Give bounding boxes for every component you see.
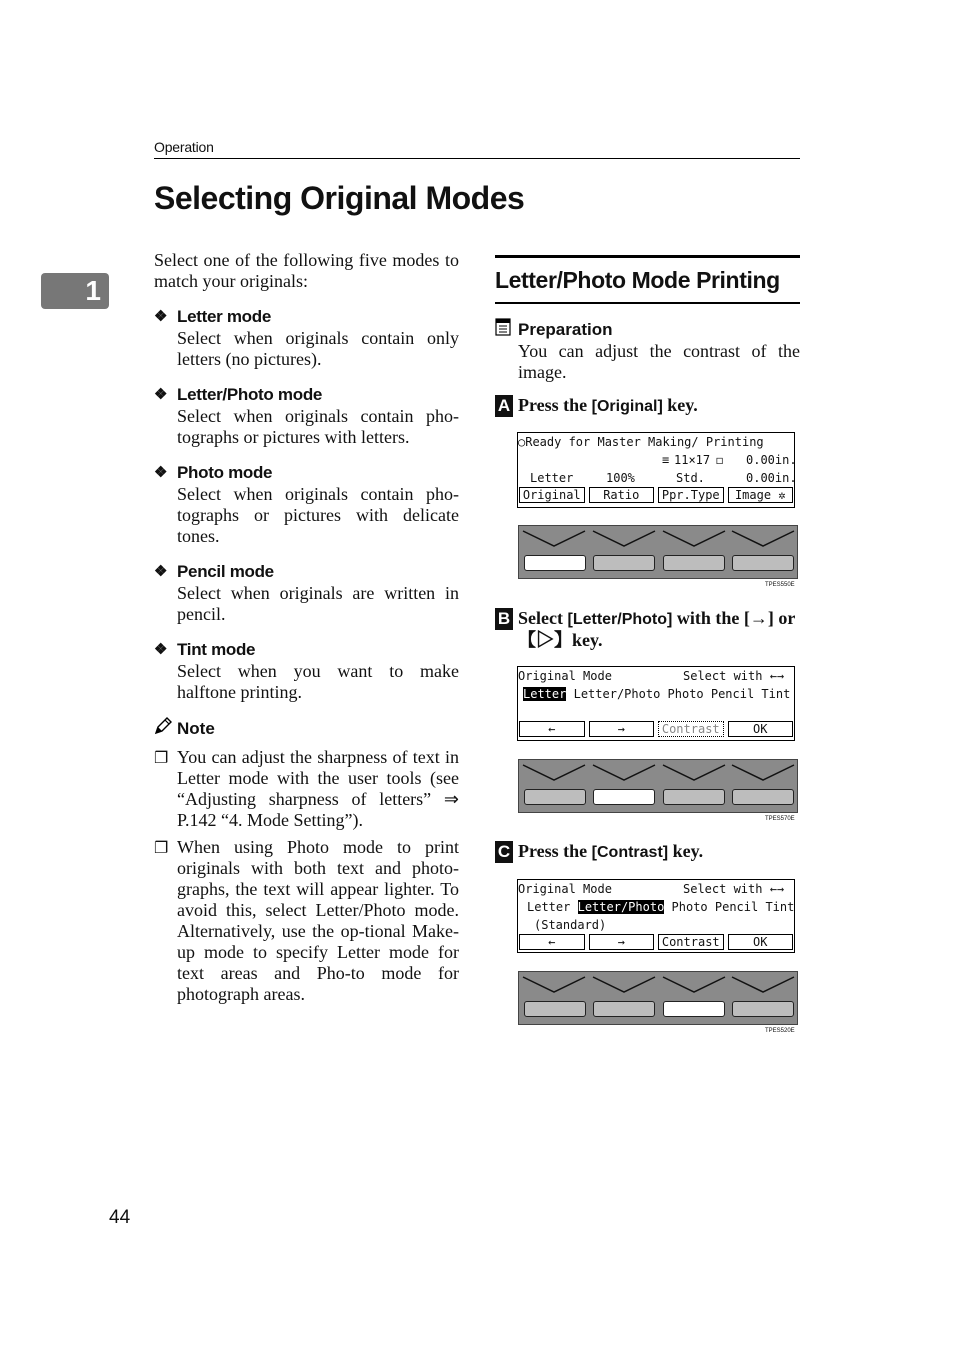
step-2 (495, 608, 800, 651)
selected-option[interactable]: Letter (523, 687, 567, 701)
selected-option[interactable]: Letter/Photo (577, 900, 665, 914)
mode-title: Tint mode (177, 640, 256, 659)
mode-title: Pencil mode (177, 562, 274, 581)
lcd-sub-row: (Standard) (534, 918, 607, 932)
softkey-paper-type[interactable]: Ppr.Type (658, 487, 724, 503)
softkey-ratio[interactable]: Ratio (589, 487, 655, 503)
running-head: Operation (154, 139, 214, 155)
mode-title: Photo mode (177, 463, 273, 482)
hardware-panel-3 (518, 971, 798, 1025)
diamond-bullet-icon: ❖ (154, 308, 168, 325)
step-3 (495, 841, 800, 863)
lcd-screen-original-mode (517, 666, 795, 741)
lcd-softkeys (518, 487, 794, 503)
softkey-image[interactable]: Image ✲ (728, 487, 794, 503)
mode-description: Select when originals contain pho-tographs or pictures with letters. (177, 406, 459, 447)
section-title: Letter/Photo Mode Printing (495, 255, 800, 304)
selection-key-3[interactable] (663, 1001, 725, 1017)
chapter-tab: 1 (41, 273, 109, 309)
preparation-icon (495, 318, 518, 341)
figure-code: TPES520E (765, 1028, 795, 1034)
selection-key-1[interactable] (524, 789, 586, 805)
selection-key-4[interactable] (732, 555, 794, 571)
image-sun-icon: ✲ (778, 488, 786, 502)
step-1 (495, 395, 800, 417)
softkey-right-arrow[interactable]: → (589, 934, 655, 950)
hardware-panel-2 (518, 759, 798, 813)
note-item (154, 837, 459, 1005)
selection-key-4[interactable] (732, 1001, 794, 1017)
selection-key-3[interactable] (663, 789, 725, 805)
lcd-softkeys (518, 934, 794, 950)
note-label: Note (177, 719, 215, 738)
lcd-row-3: Letter 100% Std. 0.00in. (530, 471, 797, 485)
mode-title: Letter mode (177, 307, 271, 326)
diamond-bullet-icon: ❖ (154, 464, 168, 481)
lcd-status-row: ○Ready for Master Making/ Printing (518, 435, 764, 449)
lcd-screen-main (517, 432, 795, 508)
paper-tray-icon: ≡ (662, 453, 670, 467)
diamond-bullet-icon: ❖ (154, 641, 168, 658)
softkey-ok[interactable]: OK (728, 934, 794, 950)
step-number: B (495, 608, 513, 630)
diamond-bullet-icon: ❖ (154, 563, 168, 580)
figure-code: TPES550E (765, 582, 795, 588)
paper-orientation-icon: ◻ (716, 453, 724, 467)
step-text: Press the [Original] key. (518, 395, 698, 415)
selection-key-2[interactable] (593, 1001, 655, 1017)
checkbox-bullet-icon: ❐ (154, 748, 169, 767)
figure-code: TPES570E (765, 816, 795, 822)
lcd-title-row: Original Mode Select with ←→ (518, 882, 785, 896)
mode-pencil (154, 561, 459, 625)
mode-description: Select when originals contain only letters (no pictures). (177, 328, 459, 369)
ready-circle-icon: ○ (518, 435, 526, 449)
step-text: Select [Letter/Photo] with the [→] or【▷】key. (518, 608, 796, 650)
panel-chevrons (519, 972, 799, 1002)
mode-description: Select when you want to make halftone printing. (177, 661, 459, 702)
left-column (154, 250, 459, 1005)
preparation-label: Preparation (518, 319, 613, 339)
softkey-contrast-disabled[interactable]: Contrast (658, 721, 724, 737)
right-column (495, 255, 800, 383)
selection-key-3[interactable] (663, 555, 725, 571)
mode-description: Select when originals are written in pencil. (177, 583, 459, 624)
softkey-contrast[interactable]: Contrast (658, 934, 724, 950)
lcd-title-row: Original Mode Select with ←→ (518, 669, 785, 683)
lcd-softkeys (518, 721, 794, 737)
page-title: Selecting Original Modes (154, 180, 525, 216)
selection-key-1[interactable] (524, 555, 586, 571)
selection-key-1[interactable] (524, 1001, 586, 1017)
mode-letter-photo (154, 384, 459, 448)
softkey-ok[interactable]: OK (728, 721, 794, 737)
softkey-right-arrow[interactable]: → (589, 721, 655, 737)
intro-text: Select one of the following five modes to match your originals: (154, 250, 459, 291)
mode-description: Select when originals contain pho-tographs or pictures with delicate tones. (177, 484, 459, 546)
pencil-icon (154, 717, 177, 741)
page-number: 44 (109, 1207, 131, 1228)
lcd-row-2: ≡ 11×17 ◻ 0.00in. (662, 453, 797, 467)
diamond-bullet-icon: ❖ (154, 386, 168, 403)
step-text: Press the [Contrast] key. (518, 841, 704, 861)
lcd-options-row: Letter Letter/Photo Photo Pencil Tint (523, 687, 791, 701)
step-number: A (495, 395, 513, 417)
lcd-screen-letter-photo (517, 879, 795, 953)
selection-key-2[interactable] (593, 555, 655, 571)
mode-tint (154, 639, 459, 703)
preparation-heading (495, 318, 800, 341)
note-heading (154, 717, 459, 741)
note-item (154, 747, 459, 831)
panel-chevrons (519, 526, 799, 556)
softkey-left-arrow[interactable]: ← (519, 934, 585, 950)
selection-key-4[interactable] (732, 789, 794, 805)
mode-photo (154, 462, 459, 547)
header-rule (154, 158, 800, 159)
preparation-text: You can adjust the contrast of the image. (518, 341, 800, 382)
selection-key-2[interactable] (593, 789, 655, 805)
note-text: You can adjust the sharpness of text in Letter mode with the user tools (see “Adjusting sharpness of letters” ⇒ P.142 “4. Mode Setting”). (177, 747, 459, 830)
mode-title: Letter/Photo mode (177, 385, 323, 404)
step-number: C (495, 841, 513, 863)
hardware-panel-1 (518, 525, 798, 579)
note-text: When using Photo mode to print originals with both text and photo-graphs, the text will appear lighter. To avoid this, select Letter/Photo mode. Alternatively, use the op-tional Make-up mode to specify Letter mode for text areas and Pho-to mode for photograph areas. (177, 837, 459, 1004)
mode-letter (154, 306, 459, 370)
panel-chevrons (519, 760, 799, 790)
softkey-original[interactable]: Original (519, 487, 585, 503)
lcd-options-row: Letter Letter/Photo Photo Pencil Tint (527, 900, 795, 914)
checkbox-bullet-icon: ❐ (154, 838, 169, 857)
softkey-left-arrow[interactable]: ← (519, 721, 585, 737)
